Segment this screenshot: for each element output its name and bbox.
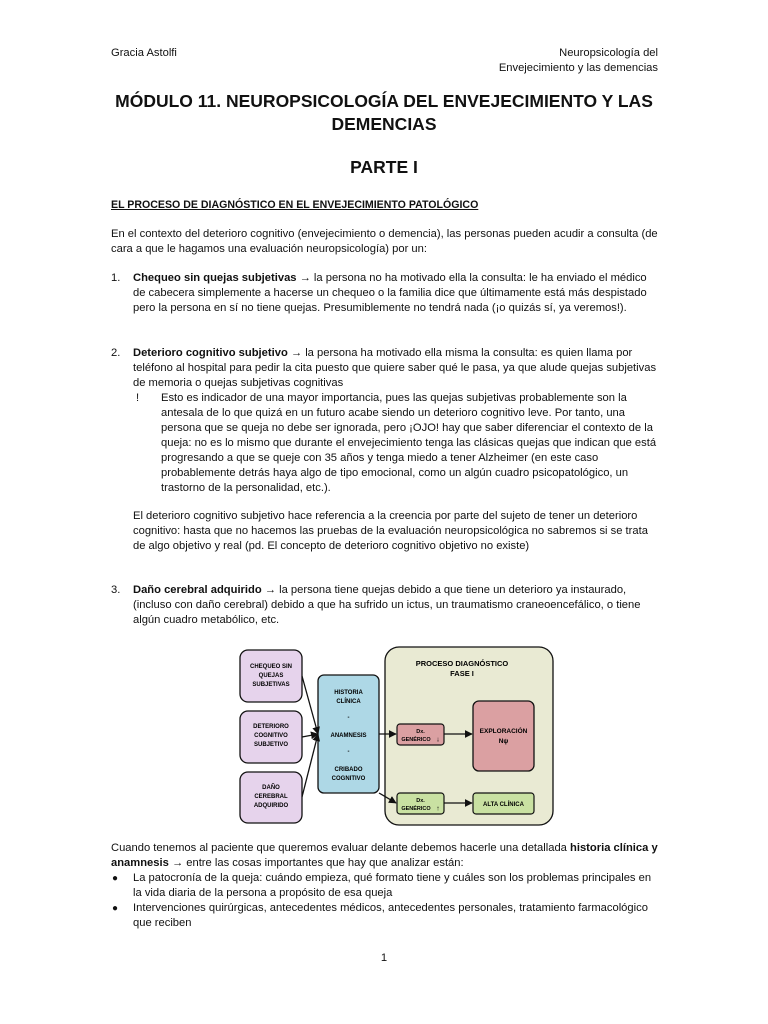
title-line2: DEMENCIAS — [331, 114, 437, 134]
bullet-1-marker: ● — [112, 873, 119, 884]
middle-line2: CLÍNICA — [336, 699, 361, 705]
bullet-1-text: La patocronía de la queja: cuándo empieza, qué formato tiene y cuáles son los problemas principales en la vida diaria de la persona a propósito de esa queja — [133, 872, 652, 899]
anamnesis-bold: historia clínica y anamnesis — [111, 842, 658, 869]
header-author: Gracia Astolfi — [111, 47, 177, 59]
process-title-line2: FASE I — [450, 669, 474, 678]
item-2-note-marker: ! — [136, 392, 140, 404]
left-box-3-line1: DAÑO — [262, 785, 280, 791]
item-1-number: 1. — [111, 272, 121, 284]
arrow-up-icon: ↑ — [436, 805, 440, 813]
left-box-1-line2: QUEJAS — [258, 673, 284, 679]
left-box-2-line2: COGNITIVO — [254, 733, 288, 739]
anamnesis-text-after: → entre las cosas importantes que hay que analizar están: — [168, 857, 464, 869]
middle-box-historia — [318, 675, 379, 793]
discharge-label: ALTA CLÍNICA — [483, 802, 524, 808]
part-title: PARTE I — [350, 157, 418, 177]
left-box-3-line2: CEREBRAL — [254, 794, 288, 800]
anamnesis-paragraph — [111, 841, 661, 871]
middle-dash2: - — [347, 749, 350, 755]
item-3-number: 3. — [111, 584, 121, 596]
left-box-1-line3: SUBJETIVAS — [252, 682, 290, 688]
arrow-left3-to-middle — [302, 734, 318, 797]
item-2-extra: El deterioro cognitivo subjetivo hace referencia a la creencia por parte del sujeto de tener un deterioro cognitivo: hasta que no hacemos las pruebas de la evaluación neuropsicológica no sabremos si se trata de algo objetivo y real (pd. El concepto de deterioro cognitivo objetivo no existe) — [133, 510, 648, 552]
exploration-line2: Nψ — [498, 738, 509, 745]
item-2-text — [133, 346, 661, 391]
dx-generic-positive — [397, 793, 444, 814]
bullet-2-marker: ● — [112, 903, 119, 914]
dx-neg-line1: Dx. — [416, 729, 425, 735]
left-box-3-line3: ADQUIRIDO — [253, 803, 289, 809]
page-number: 1 — [380, 952, 388, 964]
section-heading: EL PROCESO DE DIAGNÓSTICO EN EL ENVEJECIMIENTO PATOLÓGICO — [111, 199, 479, 211]
dx-pos-line1: Dx. — [416, 798, 425, 804]
header-course-line1: Neuropsicología del — [559, 47, 658, 59]
left-box-1-line1: CHEQUEO SIN — [249, 664, 293, 670]
title-line1: MÓDULO 11. NEUROPSICOLOGÍA DEL ENVEJECIMIENTO Y LAS — [115, 91, 653, 111]
bullet-2-text: Intervenciones quirúrgicas, antecedentes médicos, antecedentes personales, tratamiento farmacológico que reciben — [133, 902, 648, 929]
header-course — [499, 46, 658, 76]
dx-pos-line2: GENÉRICO — [401, 806, 431, 812]
item-3-arrow: → — [261, 584, 280, 596]
item-2-title: Deterioro cognitivo subjetivo — [133, 347, 288, 359]
item-1-title: Chequeo sin quejas subjetivas — [133, 272, 297, 284]
item-2-body: la persona ha motivado ella misma la consulta: es quien llama por teléfono al hospital para pedir la cita puesto que quiere saber qué le pasa, ya que alude quejas subjetivas de memoria o quejas subjetivas cognitivas — [133, 347, 657, 389]
exploration-box — [473, 701, 534, 771]
item-1-text — [133, 271, 661, 316]
item-2-arrow: → — [287, 347, 306, 359]
left-box-chequeo — [240, 650, 302, 702]
middle-line4: CRIBADO — [334, 767, 363, 773]
anamnesis-text-before: Cuando tenemos al paciente que queremos evaluar delante debemos hacerle una detallada — [111, 842, 571, 854]
item-1-arrow: → — [296, 272, 314, 284]
dx-generic-negative — [397, 724, 444, 745]
item-2-note: Esto es indicador de una mayor importancia, pues las quejas subjetivas probablemente son la antesala de lo que quizá en un futuro acabe siendo un deterioro cognitivo leve. Por tanto, una persona que se queja no debe ser ignorada, pero ¡OJO! hay que saber diferenciar el contexto de la queja: no es lo mismo que durante el envejecimiento tenga las clásicas quejas que indican que está progresando a que se queje con 35 años y tenga miedo a tener Alzheimer (en este caso probablemente detrás haya algo de tipo emocional, como un algún cuadro psicopatológico, un trastorno de la personalidad, etc.). — [161, 392, 657, 494]
discharge-box — [473, 793, 534, 814]
left-box-2-line1: DETERIORO — [253, 724, 289, 730]
intro-paragraph: En el contexto del deterioro cognitivo (envejecimiento o demencia), las personas pueden acudir a consulta (de cara a que le hagamos una evaluación neuropsicología) por un: — [111, 228, 658, 255]
process-title-line1: PROCESO DIAGNÓSTICO — [415, 659, 509, 668]
diagnostic-process-diagram — [235, 645, 555, 827]
exploration-line1: EXPLORACIÓN — [479, 728, 528, 735]
middle-line1: HISTORIA — [334, 690, 363, 696]
document-title — [100, 90, 668, 136]
left-box-2-line3: SUBJETIVO — [253, 742, 289, 748]
dx-neg-line2: GENÉRICO — [401, 737, 431, 743]
arrow-left1-to-middle — [302, 676, 318, 734]
left-box-deterioro — [240, 711, 302, 763]
header-course-line2: Envejecimiento y las demencias — [498, 62, 658, 74]
middle-line5: COGNITIVO — [331, 776, 366, 782]
arrow-left2-to-middle — [302, 734, 318, 737]
middle-line3: ANAMNESIS — [330, 733, 367, 739]
item-3-title: Daño cerebral adquirido — [133, 584, 262, 596]
item-3-body: la persona tiene quejas debido a que tiene un deterioro ya instaurado, (incluso con daño cerebral) debido a que ha sufrido un ictus, un traumatismo craneoencefálico, o tiene algún cuadro metabólico, etc. — [133, 584, 641, 626]
item-2-number: 2. — [111, 347, 121, 359]
item-1-body: la persona no ha motivado ella la consulta: le ha enviado el médico de cabecera simplemente a hacerse un chequeo o la familia dice que últimamente está más despistado pero la persona en sí no tiene quejas. Presumiblemente no tendrá nada (¡o quizás sí, ya veremos!). — [133, 272, 647, 314]
item-3-text — [133, 583, 661, 628]
middle-dash1: - — [347, 715, 350, 721]
arrow-down-icon: ↓ — [436, 736, 440, 744]
left-box-dano — [240, 772, 302, 823]
